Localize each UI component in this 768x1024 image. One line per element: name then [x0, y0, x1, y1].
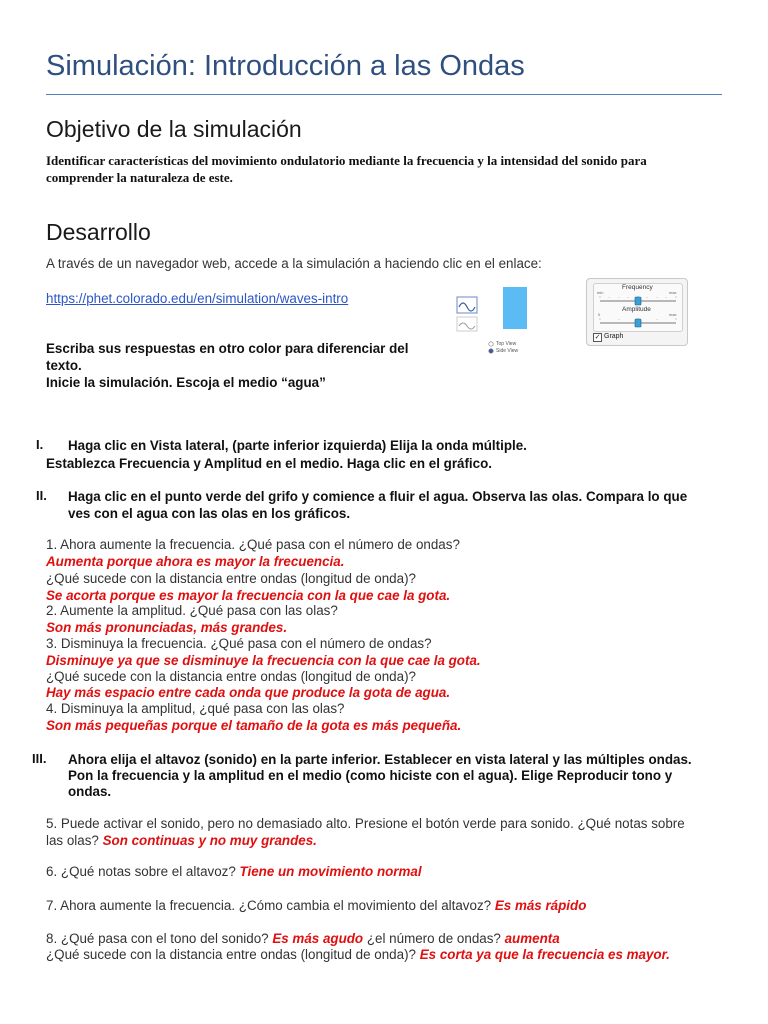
section-2-numeral: II. — [36, 488, 47, 503]
question-1b: ¿Qué sucede con la distancia entre ondas (longitud de onda)? — [46, 571, 416, 586]
answer-1: Aumenta porque ahora es mayor la frecuencia. — [46, 554, 345, 569]
graph-label: Graph — [604, 333, 624, 340]
frequency-slider-thumb[interactable] — [635, 297, 641, 305]
development-intro: A través de un navegador web, accede a la simulación a haciendo clic en el enlace: — [46, 256, 542, 271]
answer-3b: Hay más espacio entre cada onda que produce la gota de agua. — [46, 685, 451, 700]
graph-checkbox[interactable]: ✓ — [594, 334, 601, 341]
question-3b: ¿Qué sucede con la distancia entre ondas (longitud de onda)? — [46, 669, 416, 684]
development-heading: Desarrollo — [46, 219, 151, 245]
objective-line-2: comprender la naturaleza de este. — [46, 170, 233, 185]
question-1: 1. Ahora aumente la frecuencia. ¿Qué pasa con el número de ondas? — [46, 537, 460, 552]
amplitude-zero-label: 0 — [598, 312, 601, 317]
question-8-mid: ¿el número de ondas? — [366, 931, 501, 946]
question-5-line-2 — [46, 832, 317, 849]
question-7-line — [46, 897, 586, 914]
instruction-line-3: Inicie la simulación. Escoja el medio “agua” — [46, 375, 326, 390]
section-3-line-3: ondas. — [68, 784, 112, 799]
question-4: 4. Disminuya la amplitud, ¿qué pasa con las olas? — [46, 701, 345, 716]
question-8-line — [46, 930, 560, 947]
control-panel-screenshot — [586, 278, 688, 346]
amplitude-label: Amplitude — [622, 306, 651, 313]
frequency-max-label: max — [669, 290, 677, 295]
side-view-label: Side View — [496, 348, 519, 354]
answer-8b: Es corta ya que la frecuencia es mayor. — [419, 947, 670, 962]
answer-2: Son más pronunciadas, más grandes. — [46, 620, 288, 635]
frequency-label: Frequency — [622, 284, 653, 291]
section-1-line-2: Establezca Frecuencia y Amplitud en el medio. Haga clic en el gráfico. — [46, 456, 493, 471]
question-5-text: las olas? — [46, 833, 99, 848]
objective-heading: Objetivo de la simulación — [46, 116, 302, 142]
answer-6: Tiene un movimiento normal — [239, 864, 422, 879]
water-tank — [503, 287, 527, 329]
question-7: 7. Ahora aumente la frecuencia. ¿Cómo cambia el movimiento del altavoz? — [46, 898, 492, 913]
question-5-line-1: 5. Puede activar el sonido, pero no demasiado alto. Presione el botón verde para sonido. ¿Qué notas sobre — [46, 816, 685, 831]
amplitude-max-label: max — [669, 312, 677, 317]
top-view-radio-icon — [489, 342, 493, 346]
section-1-numeral: I. — [36, 437, 44, 452]
question-8b-line — [46, 946, 670, 963]
title-divider — [46, 94, 722, 95]
instruction-line-2: texto. — [46, 358, 82, 373]
answer-7: Es más rápido — [494, 898, 587, 913]
question-6-line — [46, 863, 422, 880]
top-view-label: Top View — [496, 341, 517, 347]
simulation-screenshot — [455, 283, 557, 363]
section-3-line-1: Ahora elija el altavoz (sonido) en la parte inferior. Establecer en vista lateral y las múltiples ondas. — [68, 752, 692, 767]
section-2-line-2: ves con el agua con las olas en los gráficos. — [68, 506, 351, 521]
page-title: Simulación: Introducción a las Ondas — [46, 50, 525, 82]
section-2-line-1: Haga clic en el punto verde del grifo y comience a fluir el agua. Observa las olas. Compara lo que — [68, 489, 688, 504]
answer-8-mid: aumenta — [504, 931, 560, 946]
amplitude-slider-thumb[interactable] — [635, 319, 641, 327]
question-3: 3. Disminuya la frecuencia. ¿Qué pasa con el número de ondas? — [46, 636, 432, 651]
section-1-line-1: Haga clic en Vista lateral, (parte inferior izquierda) Elija la onda múltiple. — [68, 438, 527, 453]
question-8b: ¿Qué sucede con la distancia entre ondas (longitud de onda)? — [46, 947, 416, 962]
answer-5: Son continuas y no muy grandes. — [102, 833, 317, 848]
instructions — [46, 340, 408, 391]
simulation-link[interactable]: https://phet.colorado.edu/en/simulation/waves-intro — [46, 291, 349, 306]
question-8: 8. ¿Qué pasa con el tono del sonido? — [46, 931, 269, 946]
question-2: 2. Aumente la amplitud. ¿Qué pasa con las olas? — [46, 603, 338, 618]
section-3-numeral: III. — [32, 751, 47, 766]
answer-3: Disminuye ya que se disminuye la frecuencia con la que cae la gota. — [46, 653, 481, 668]
slider-group — [593, 283, 683, 332]
question-6: 6. ¿Qué notas sobre el altavoz? — [46, 864, 236, 879]
answer-1b: Se acorta porque es mayor la frecuencia con la que cae la gota. — [46, 588, 451, 603]
side-view-radio-icon — [489, 349, 493, 353]
answer-4: Son más pequeñas porque el tamaño de la gota es más pequeña. — [46, 718, 462, 733]
objective-text — [46, 152, 726, 186]
frequency-min-label: min — [597, 290, 604, 295]
section-3-line-2: Pon la frecuencia y la amplitud en el medio (como hiciste con el agua). Elige Reproducir tono y — [68, 768, 673, 783]
objective-line-1: Identificar características del movimiento ondulatorio mediante la frecuencia y la intensidad del sonido para — [46, 153, 647, 168]
answer-8: Es más agudo — [272, 931, 364, 946]
instruction-line-1: Escriba sus respuestas en otro color para diferenciar del — [46, 341, 409, 356]
